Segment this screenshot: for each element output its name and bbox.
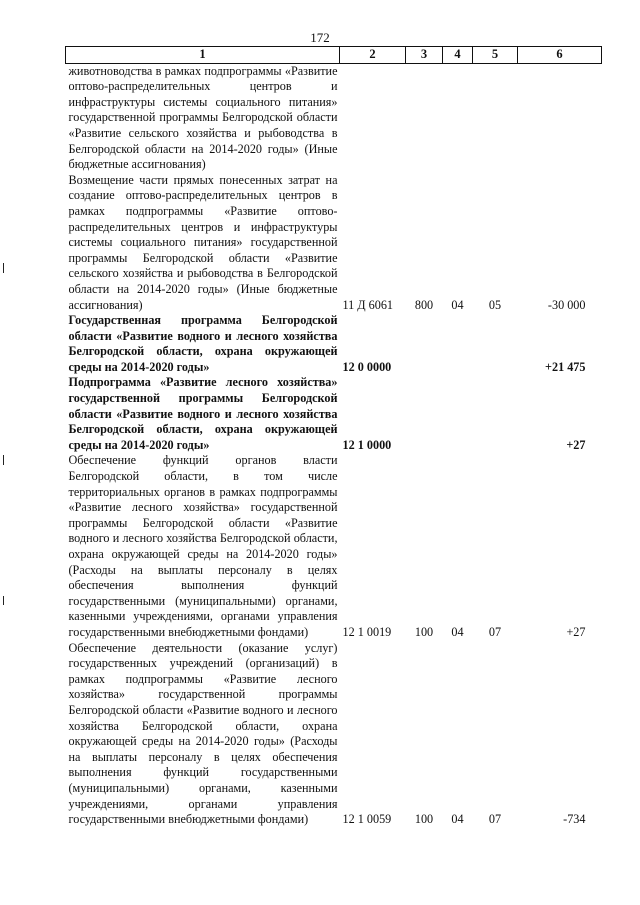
column-header-4: 4	[443, 47, 473, 64]
row-expense-type: 800	[414, 297, 434, 312]
row-section: 04	[451, 297, 464, 312]
row-code: 11 Д 6061	[342, 297, 394, 312]
row-code: 12 1 0019	[342, 624, 392, 639]
row-expense-type	[406, 63, 443, 173]
row-description: Подпрограмма «Развитие лесного хозяйства» государственной программы Белгородской области «Развитие водного и лесного хозяйства Белгородской области, охрана окружающей среды на 2014-2020 годы»	[68, 375, 338, 452]
table-row	[66, 375, 602, 453]
row-code: 12 1 0000	[342, 437, 392, 452]
row-subsection: 07	[488, 812, 502, 827]
table-header-row	[66, 47, 602, 64]
column-header-3: 3	[406, 47, 443, 64]
budget-table	[65, 46, 602, 828]
scan-mark	[3, 596, 4, 605]
row-subsection: 05	[488, 297, 502, 312]
row-amount: +27	[566, 437, 586, 452]
row-description: Обеспечение деятельности (оказание услуг) государственных учреждений (организаций) в рамках подпрограммы «Развитие лесного хозяйства» государственной программы Белгородской области «Развитие водного и лесного хозяйства Белгородской области, охрана окружающей среды на 2014-2020 годы» (Расходы на выплаты персоналу в целях обеспечения выполнения функций государственными (муниципальными) органами, казенными учреждениями, органами управления государственными внебюджетными фондами)	[68, 640, 338, 827]
row-description: Обеспечение функций органов власти Белгородской области, в том числе территориальных органов в рамках подпрограммы «Развитие лесного хозяйства» государственной программы Белгородской области «Развитие водного и лесного хозяйства Белгородской области, охрана окружающей среды на 2014-2020 годы» (Расходы на выплаты персоналу в целях обеспечения выполнения функций государственными (муниципальными) органами, казенными учреждениями, органами управления государственными внебюджетными фондами)	[68, 453, 338, 639]
row-subsection	[473, 63, 518, 173]
row-section	[443, 313, 473, 375]
row-code: 12 1 0059	[342, 812, 392, 827]
row-description: животноводства в рамках подпрограммы «Развитие оптово-распределительных центров и инфраструктуры системы социального питания» государственной программы Белгородской области «Развитие сельского хозяйства и рыбоводства в Белгородской области на 2014-2020 годы» (Иные бюджетные ассигнования)	[68, 63, 338, 172]
row-expense-type	[406, 313, 443, 375]
table-row	[66, 63, 602, 173]
row-subsection	[473, 313, 518, 375]
row-expense-type	[406, 375, 443, 453]
scan-mark	[3, 455, 4, 465]
page-number: 172	[310, 30, 330, 45]
row-code: 12 0 0000	[342, 359, 392, 374]
row-expense-type: 100	[414, 812, 434, 827]
row-code	[340, 63, 406, 173]
column-header-6: 6	[518, 47, 602, 64]
row-amount: -734	[563, 812, 586, 827]
column-header-5: 5	[473, 47, 518, 64]
table-row	[66, 313, 602, 375]
row-section: 04	[451, 624, 464, 639]
row-amount: -30 000	[547, 297, 586, 312]
row-amount: +21 475	[545, 359, 586, 374]
row-section	[443, 63, 473, 173]
row-section: 04	[451, 812, 464, 827]
table-row	[66, 641, 602, 828]
row-description: Государственная программа Белгородской области «Развитие водного и лесного хозяйства Белгородской области, охрана окружающей среды на 2014-2020 годы»	[68, 313, 338, 374]
row-subsection: 07	[488, 624, 502, 639]
row-amount	[518, 63, 602, 173]
row-subsection	[473, 375, 518, 453]
column-header-2: 2	[340, 47, 406, 64]
table-row	[66, 453, 602, 640]
column-header-1: 1	[66, 47, 340, 64]
table-row	[66, 173, 602, 313]
row-section	[443, 375, 473, 453]
row-amount: +27	[566, 624, 586, 639]
row-description: Возмещение части прямых понесенных затрат на создание оптово-распределительных центров в рамках подпрограммы «Развитие оптово-распределительных центров и инфраструктуры системы социального питания» государственной программы Белгородской области «Развитие сельского хозяйства и рыбоводства в Белгородской области на 2014-2020 годы» (Иные бюджетные ассигнования)	[68, 172, 338, 312]
row-expense-type: 100	[414, 624, 434, 639]
scan-mark	[3, 263, 4, 273]
